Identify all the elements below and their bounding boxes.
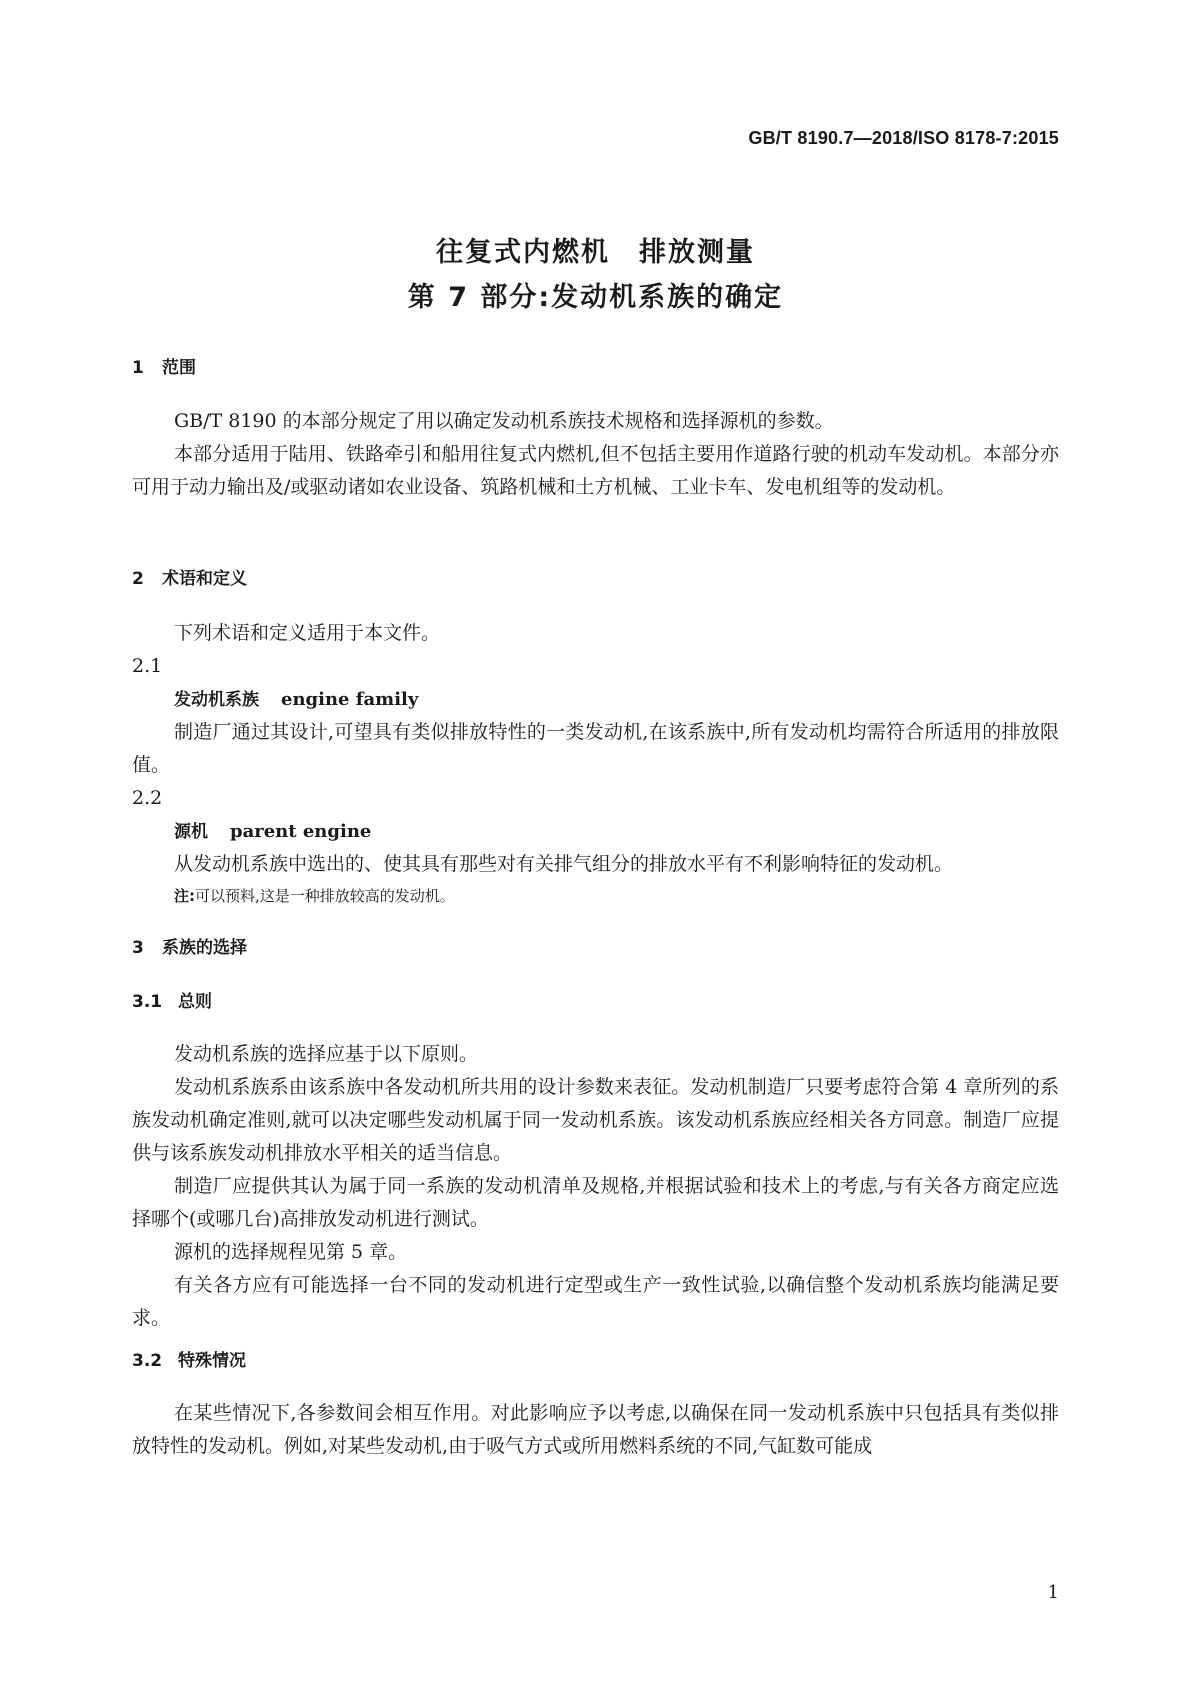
note-label: 注: — [174, 887, 195, 905]
subsection-title: 总则 — [178, 992, 212, 1012]
term-2-2-name — [132, 815, 1101, 849]
section-number: 3 — [132, 938, 144, 958]
subsection-3-1-paragraph-4: 源机的选择规程见第 5 章。 — [174, 1241, 408, 1263]
standard-code: GB/T 8190.7—2018/ISO 8178-7:2015 — [748, 128, 1059, 148]
subsection-title: 特殊情况 — [178, 1351, 246, 1371]
section-title: 术语和定义 — [162, 569, 247, 589]
section-1-paragraph-2: 本部分适用于陆用、铁路牵引和船用往复式内燃机,但不包括主要用作道路行驶的机动车发动机。本部分亦可用于动力输出及/或驱动诸如农业设备、筑路机械和土方机械、工业卡车、发电机组等的发动机。 — [132, 443, 1059, 498]
term-2-1-number: 2.1 — [132, 655, 163, 677]
section-3-heading — [132, 932, 1059, 965]
section-number: 1 — [132, 358, 144, 378]
section-number: 2 — [132, 569, 144, 589]
subsection-3-1-paragraph-3: 制造厂应提供其认为属于同一系族的发动机清单及规格,并根据试验和技术上的考虑,与有关各方商定应选择哪个(或哪几台)高排放发动机进行测试。 — [132, 1175, 1059, 1230]
subsection-3-2-paragraph-1: 在某些情况下,各参数间会相互作用。对此影响应予以考虑,以确保在同一发动机系族中只包括具有类似排放特性的发动机。例如,对某些发动机,由于吸气方式或所用燃料系统的不同,气缸数可能成 — [132, 1402, 1059, 1457]
term-en: engine family — [281, 689, 419, 710]
section-title: 范围 — [162, 358, 196, 378]
section-1-heading — [132, 352, 1059, 385]
page-number: 1 — [1047, 1582, 1059, 1603]
term-2-2-note — [132, 880, 1101, 913]
section-1-paragraph-1: GB/T 8190 的本部分规定了用以确定发动机系族技术规格和选择源机的参数。 — [174, 410, 834, 432]
section-2-paragraph-1: 下列术语和定义适用于本文件。 — [174, 622, 441, 644]
term-zh: 发动机系族 — [174, 690, 259, 710]
term-2-1-name — [132, 683, 1101, 717]
term-2-2-definition: 从发动机系族中选出的、使其具有那些对有关排气组分的排放水平有不利影响特征的发动机。 — [174, 853, 954, 875]
document-title-line2: 第 7 部分:发动机系族的确定 — [407, 282, 784, 313]
term-en: parent engine — [230, 821, 372, 842]
section-title: 系族的选择 — [162, 938, 247, 958]
subsection-number: 3.1 — [132, 992, 163, 1012]
section-2-heading — [132, 563, 1059, 596]
term-2-2-number: 2.2 — [132, 787, 163, 809]
subsection-3-2-heading — [132, 1345, 1059, 1378]
note-text: 可以预料,这是一种排放较高的发动机。 — [195, 887, 455, 905]
subsection-3-1-paragraph-2: 发动机系族系由该系族中各发动机所共用的设计参数来表征。发动机制造厂只要考虑符合第 4 章所列的系族发动机确定准则,就可以决定哪些发动机属于同一发动机系族。该发动机系族应经相关各方同意。制造厂应提供与该系族发动机排放水平相关的适当信息。 — [132, 1076, 1059, 1164]
subsection-3-1-heading — [132, 986, 1059, 1019]
document-title-line1: 往复式内燃机 排放测量 — [436, 237, 755, 268]
subsection-3-1-paragraph-5: 有关各方应有可能选择一台不同的发动机进行定型或生产一致性试验,以确信整个发动机系族均能满足要求。 — [132, 1274, 1059, 1329]
term-2-1-definition: 制造厂通过其设计,可望具有类似排放特性的一类发动机,在该系族中,所有发动机均需符合所适用的排放限值。 — [132, 721, 1059, 776]
subsection-number: 3.2 — [132, 1351, 163, 1371]
term-zh: 源机 — [174, 822, 208, 842]
subsection-3-1-paragraph-1: 发动机系族的选择应基于以下原则。 — [174, 1043, 479, 1065]
